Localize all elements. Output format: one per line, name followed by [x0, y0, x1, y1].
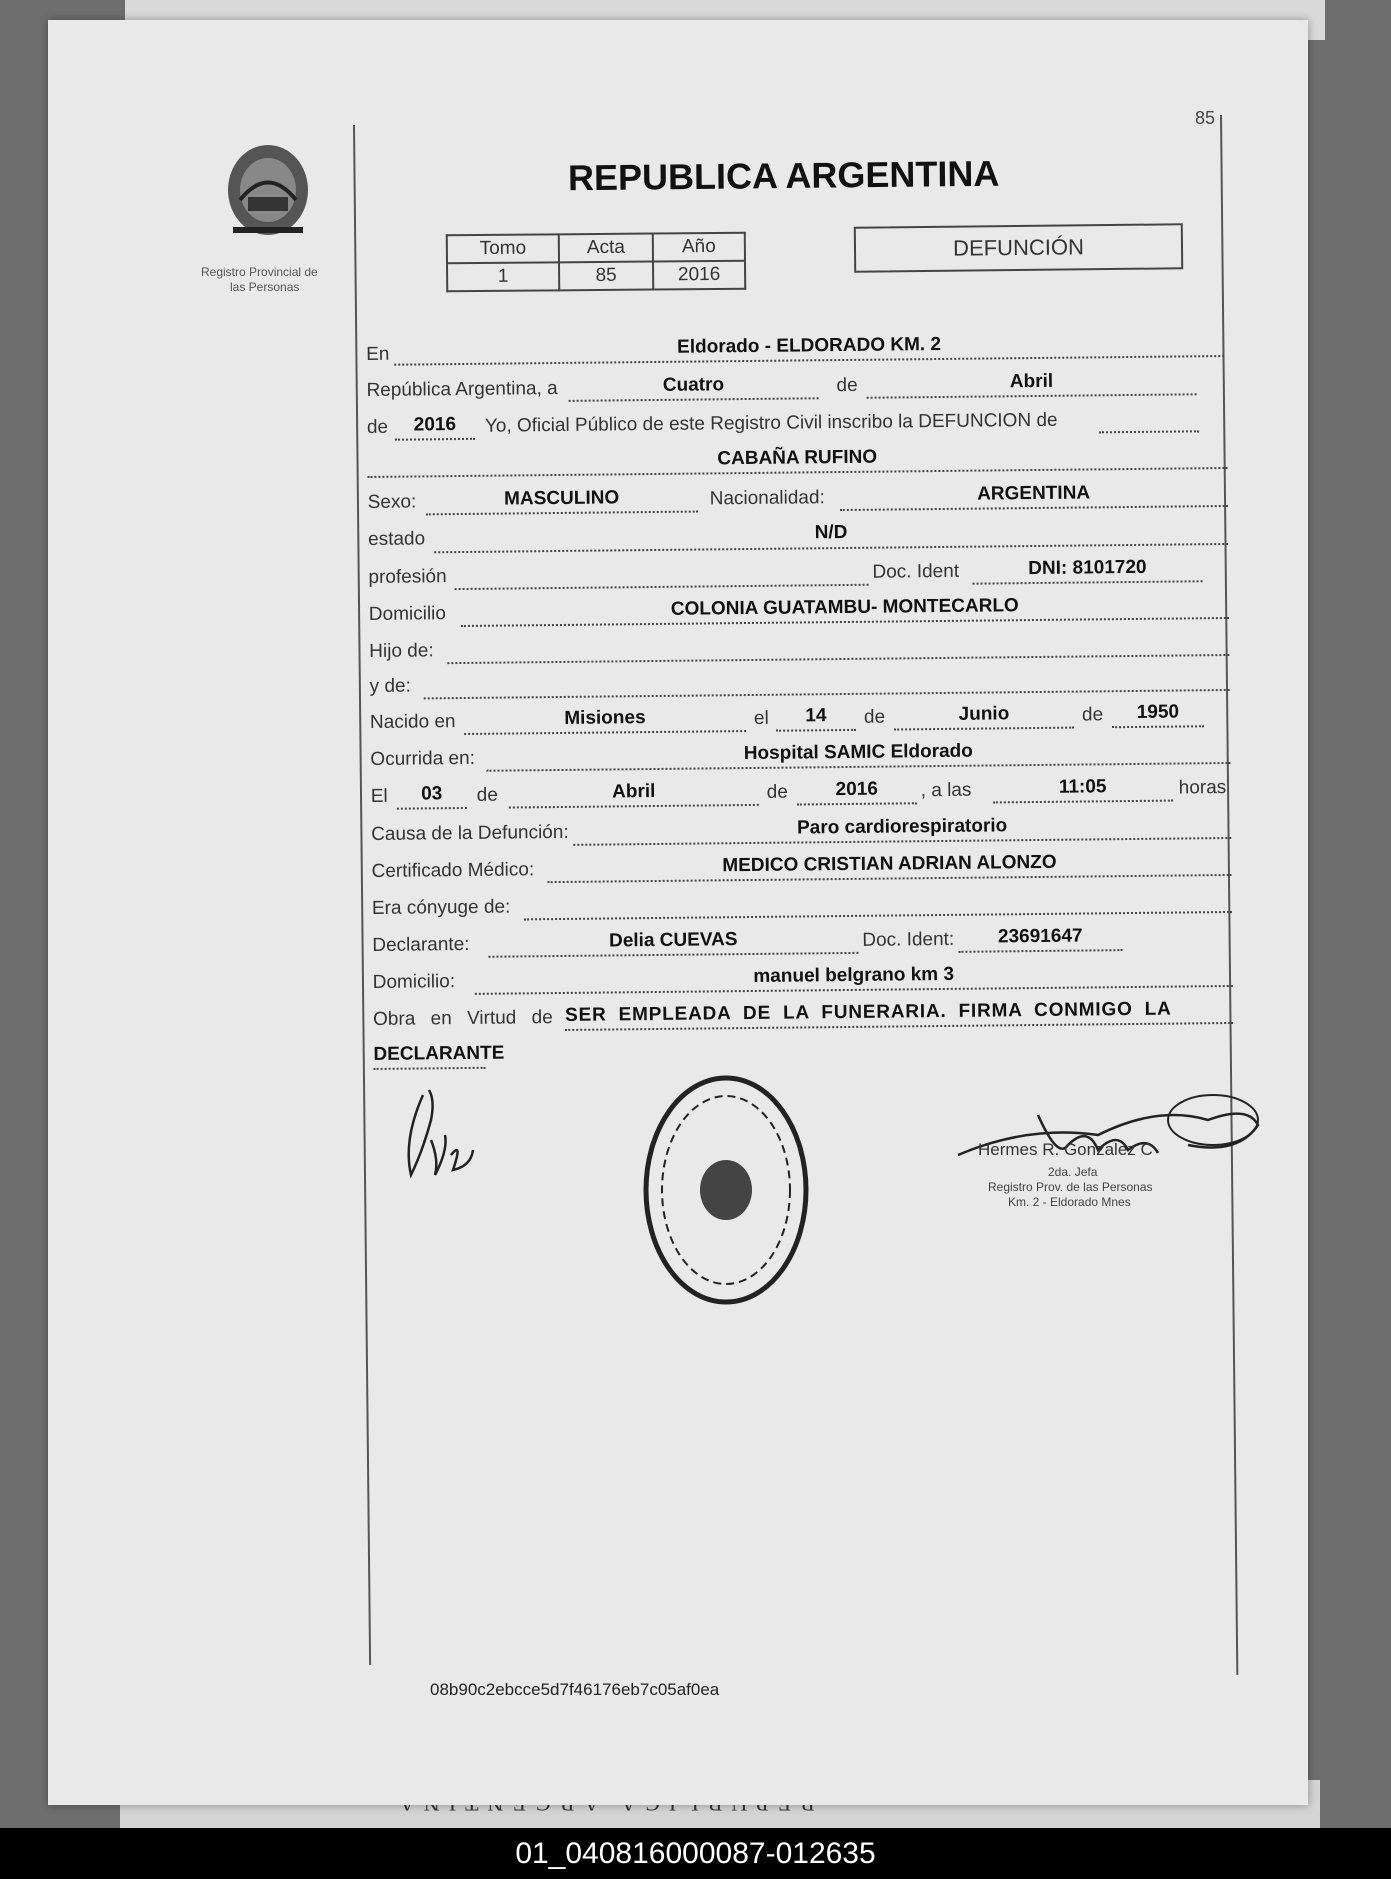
registry-caption-1: Registro Provincial de — [201, 265, 318, 279]
label-sexo: Sexo: — [367, 491, 417, 513]
table-header-acta: Acta — [559, 234, 653, 263]
dotted-line — [395, 438, 475, 441]
dotted-line — [797, 802, 917, 805]
value-declarante-doc: 23691647 — [997, 925, 1083, 948]
value-mes: Abril — [1009, 370, 1054, 393]
file-id: 01_040816000087-012635 — [515, 1837, 876, 1870]
label-de-anio: de — [366, 416, 389, 438]
label-certificado: Certificado Médico: — [371, 859, 535, 882]
table-header-tomo: Tomo — [447, 234, 559, 263]
value-causa: Paro cardiorespiratorio — [796, 815, 1008, 839]
table-value-acta: 85 — [559, 262, 653, 291]
dotted-line — [1112, 725, 1204, 728]
dotted-line — [509, 804, 759, 809]
label-hijo-de: Hijo de: — [369, 640, 434, 662]
table-value-anio: 2016 — [653, 261, 745, 290]
official-name: Hermes R. Gonzalez C — [978, 1140, 1153, 1159]
value-declarante-domicilio: manuel belgrano km 3 — [753, 963, 955, 987]
label-republica: República Argentina, a — [366, 377, 558, 401]
table-header-anio: Año — [653, 233, 745, 262]
label-de-nac-anio: de — [1081, 704, 1104, 726]
label-domicilio: Domicilio — [368, 603, 447, 625]
value-nac-dia: 14 — [805, 705, 827, 727]
value-obra-1: SER EMPLEADA DE LA FUNERARIA. FIRMA CONMIGO LA — [564, 998, 1172, 1026]
dotted-line — [464, 730, 746, 735]
label-domicilio-declarante: Domicilio: — [372, 971, 456, 993]
official-signature-icon — [948, 1065, 1268, 1190]
label-nacionalidad: Nacionalidad: — [709, 487, 825, 510]
label-horas: horas — [1178, 777, 1227, 799]
document-title: REPUBLICA ARGENTINA — [567, 152, 1000, 199]
dotted-line — [424, 689, 1230, 699]
dotted-line — [374, 1067, 486, 1070]
value-anio: 2016 — [413, 414, 457, 436]
dotted-line — [958, 949, 1122, 953]
value-estado: N/D — [814, 521, 848, 544]
value-def-mes: Abril — [611, 780, 656, 803]
dotted-line — [455, 584, 869, 590]
value-doc-ident: DNI: 8101720 — [1028, 556, 1147, 580]
label-conyuge: Era cónyuge de: — [371, 896, 511, 919]
official-role: 2da. Jefa — [1048, 1165, 1098, 1179]
label-de-nac-mes: de — [863, 706, 886, 728]
death-certificate-page — [48, 20, 1308, 1805]
dotted-line — [1099, 430, 1199, 433]
label-doc-ident: Doc. Ident — [872, 560, 960, 583]
dotted-line — [426, 511, 698, 516]
value-certificado: MEDICO CRISTIAN ADRIAN ALONZO — [722, 851, 1057, 877]
value-hora: 11:05 — [1058, 776, 1107, 798]
value-nac-anio: 1950 — [1136, 701, 1180, 723]
dotted-line — [569, 397, 819, 402]
dotted-line — [397, 807, 467, 810]
value-ocurrida-en: Hospital SAMIC Eldorado — [743, 740, 973, 765]
value-nacido-en: Misiones — [564, 707, 646, 729]
label-El: El — [370, 785, 388, 807]
value-lugar: Eldorado - ELDORADO KM. 2 — [677, 333, 942, 358]
label-de-def-mes: de — [476, 784, 499, 806]
label-nacido-en: Nacido en — [369, 711, 456, 733]
table-value-tomo: 1 — [447, 262, 559, 291]
dotted-line — [894, 727, 1074, 731]
label-yo-oficial: Yo, Oficial Público de este Registro Civil inscribo la DEFUNCION de — [484, 409, 1058, 437]
dotted-line — [993, 800, 1173, 804]
label-obra: Obra en Virtud de — [372, 1007, 553, 1030]
label-estado: estado — [367, 528, 426, 550]
value-declarante: Delia CUEVAS — [608, 929, 738, 952]
value-dia-letras: Cuatro — [662, 374, 725, 396]
declarant-signature-icon — [393, 1080, 483, 1195]
label-el: el — [753, 707, 769, 729]
label-a-las: , a las — [920, 779, 972, 802]
dotted-line — [524, 911, 1232, 920]
value-obra-2: DECLARANTE — [373, 1042, 505, 1065]
label-profesion: profesión — [368, 566, 447, 588]
official-seal-stamp-icon — [636, 1070, 816, 1315]
label-causa: Causa de la Defunción: — [371, 821, 569, 845]
registry-caption-2: las Personas — [230, 280, 300, 294]
value-def-anio: 2016 — [835, 778, 878, 801]
value-def-dia: 03 — [421, 783, 443, 805]
label-de-def-anio: de — [766, 781, 788, 803]
document-type-label: DEFUNCIÓN — [952, 234, 1085, 261]
label-declarante: Declarante: — [372, 933, 470, 956]
value-domicilio: COLONIA GUATAMBU- MONTECARLO — [670, 595, 1019, 620]
dotted-line — [776, 729, 856, 732]
label-en: En — [366, 343, 390, 365]
official-location: Km. 2 - Eldorado Mnes — [1008, 1195, 1131, 1209]
page-number: 85 — [1195, 108, 1216, 128]
label-doc-ident-declarante: Doc. Ident: — [862, 928, 955, 951]
label-ocurrida-en: Ocurrida en: — [370, 747, 476, 770]
official-office: Registro Prov. de las Personas — [988, 1180, 1153, 1194]
value-sexo: MASCULINO — [504, 487, 620, 510]
value-nac-mes: Junio — [958, 703, 1010, 725]
dotted-line — [447, 654, 1229, 664]
label-y-de: y de: — [369, 675, 411, 697]
value-nacionalidad: ARGENTINA — [977, 482, 1091, 505]
document-hash: 08b90c2ebcce5d7f46176eb7c05af0ea — [430, 1680, 720, 1699]
dotted-line — [973, 580, 1203, 584]
label-de: de — [836, 374, 858, 397]
value-nombre: CABAÑA RUFINO — [717, 446, 878, 470]
form-body — [45, 14, 1324, 1812]
file-id-bar — [0, 1828, 1391, 1879]
